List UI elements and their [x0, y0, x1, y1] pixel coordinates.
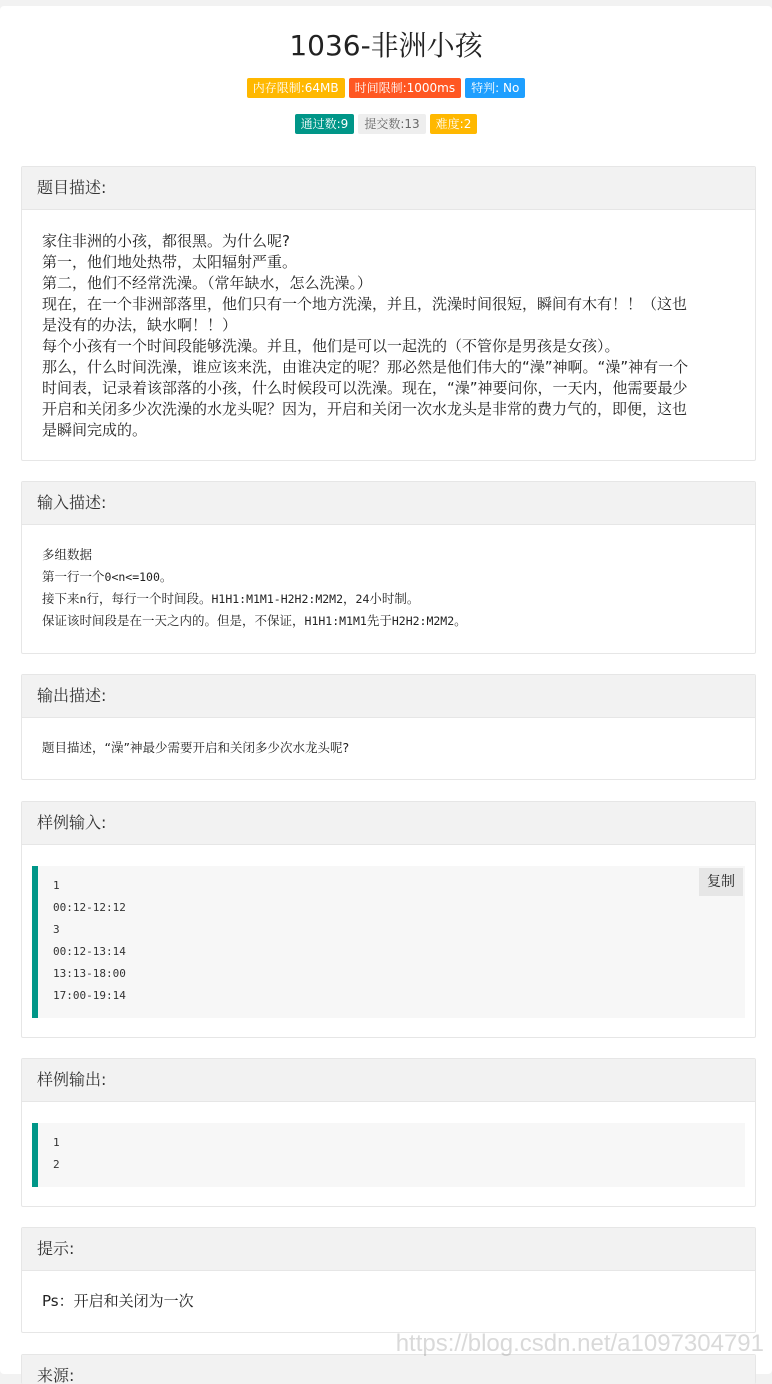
sample-input-header: 样例输入:: [22, 802, 755, 845]
source-card: [21, 1354, 756, 1384]
input-line: 接下来n行，每行一个时间段。H1H1:M1M1-H2H2:M2M2，24小时制。: [42, 591, 420, 606]
code-line: 1: [53, 879, 60, 892]
hint-text: Ps：开启和关闭为一次: [42, 1292, 194, 1310]
hint-card: [21, 1227, 756, 1333]
output-text: 题目描述，“澡”神最少需要开启和关闭多少次水龙头呢?: [42, 740, 350, 755]
stats-badge-row: [0, 114, 772, 134]
time-limit-badge: 时间限制:1000ms: [349, 78, 462, 98]
description-line: 第一，他们地处热带，太阳辐射严重。: [42, 253, 298, 271]
description-card: [21, 166, 756, 461]
input-line: 保证该时间段是在一天之内的。但是，不保证，H1H1:M1M1先于H2H2:M2M2。: [42, 613, 467, 628]
description-line: 是瞬间完成的。: [42, 421, 148, 439]
hint-header: 提示:: [22, 1228, 755, 1271]
memory-limit-badge: 内存限制:64MB: [247, 78, 345, 98]
input-card: [21, 481, 756, 654]
code-line: 3: [53, 923, 60, 936]
code-line: 17:00-19:14: [53, 989, 126, 1002]
description-line: 家住非洲的小孩，都很黑。为什么呢?: [42, 232, 290, 250]
output-body: [22, 718, 755, 759]
input-body: [22, 525, 755, 632]
description-line: 是没有的办法，缺水啊！！）: [42, 316, 238, 334]
code-line: 2: [53, 1158, 60, 1171]
limits-badge-row: [0, 78, 772, 98]
problem-title: 1036-非洲小孩: [289, 29, 483, 62]
description-line: 每个小孩有一个时间段能够洗澡。并且，他们是可以一起洗的（不管你是男孩是女孩）。: [42, 337, 620, 355]
difficulty-badge: 难度:2: [430, 114, 478, 134]
hint-body: [22, 1271, 755, 1312]
accepted-count-badge: 通过数:9: [295, 114, 355, 134]
code-line: 00:12-12:12: [53, 901, 126, 914]
sample-input-card: [21, 801, 756, 1038]
problem-page: [0, 6, 772, 1384]
description-line: 时间表，记录着该部落的小孩，什么时候段可以洗澡。现在，“澡”神要问你，一天内，他需要最少: [42, 379, 688, 397]
description-line: 开启和关闭多少次洗澡的水龙头呢？因为，开启和关闭一次水龙头是非常的费力气的，即便，这也: [42, 400, 688, 418]
code-line: 13:13-18:00: [53, 967, 126, 980]
description-line: 那么，什么时间洗澡，谁应该来洗，由谁决定的呢？那必然是他们伟大的“澡”神啊。“澡”神有一个: [42, 358, 689, 376]
description-line: 第二，他们不经常洗澡。（常年缺水，怎么洗澡。）: [42, 274, 373, 292]
sample-output-header: 样例输出:: [22, 1059, 755, 1102]
code-line: 00:12-13:14: [53, 945, 126, 958]
description-body: [22, 210, 755, 441]
sample-input-code[interactable]: [32, 866, 745, 1018]
submission-count-badge: 提交数:13: [358, 114, 425, 134]
special-judge-badge: 特判: No: [465, 78, 525, 98]
code-line: 1: [53, 1136, 60, 1149]
sample-output-code[interactable]: [32, 1123, 745, 1187]
source-header: 来源:: [22, 1355, 755, 1384]
input-header: 输入描述:: [22, 482, 755, 525]
description-header: 题目描述:: [22, 167, 755, 210]
copy-button[interactable]: 复制: [699, 868, 743, 896]
sample-output-card: [21, 1058, 756, 1207]
output-card: [21, 674, 756, 780]
input-line: 多组数据: [42, 547, 93, 562]
input-line: 第一行一个0<n<=100。: [42, 569, 173, 584]
description-line: 现在，在一个非洲部落里，他们只有一个地方洗澡，并且，洗澡时间很短，瞬间有木有！！（这也: [42, 295, 688, 313]
output-header: 输出描述:: [22, 675, 755, 718]
watermark: https://blog.csdn.net/a1097304791: [395, 1330, 764, 1357]
